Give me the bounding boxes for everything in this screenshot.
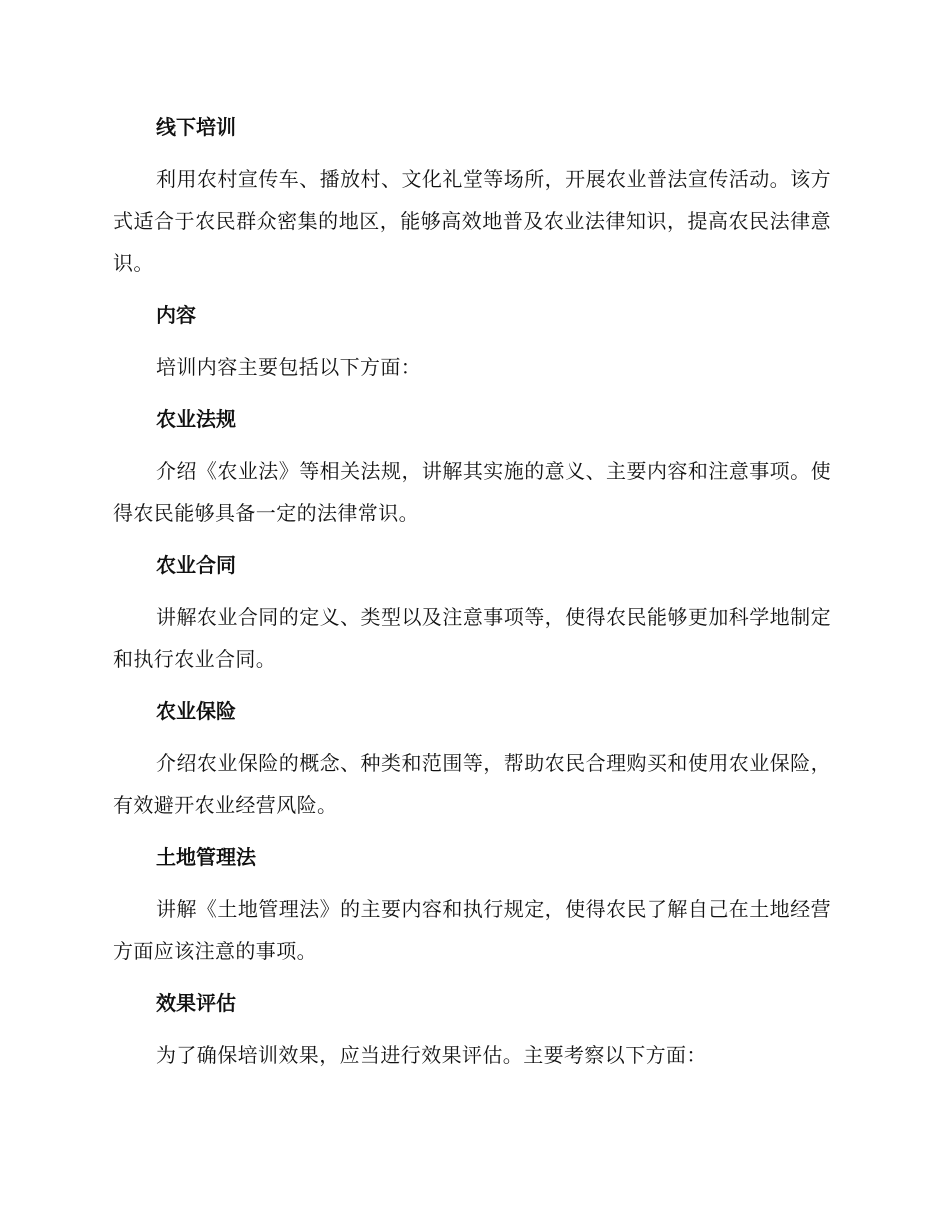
section-heading-agricultural-insurance: 农业保险 xyxy=(156,699,236,723)
section-paragraph-offline-training: 利用农村宣传车、播放村、文化礼堂等场所，开展农业普法宣传活动。该方式适合于农民群众密集的地区，能够高效地普及农业法律知识，提高农民法律意识。 xyxy=(113,167,831,275)
section-paragraph-content: 培训内容主要包括以下方面： xyxy=(156,355,422,379)
section-heading-content: 内容 xyxy=(156,303,196,327)
section-heading-land-management-law: 土地管理法 xyxy=(156,845,256,869)
section-heading-offline-training: 线下培训 xyxy=(156,115,236,139)
section-heading-agricultural-law: 农业法规 xyxy=(156,407,236,431)
section-heading-effect-evaluation: 效果评估 xyxy=(156,991,236,1015)
section-paragraph-agricultural-contract: 讲解农业合同的定义、类型以及注意事项等，使得农民能够更加科学地制定和执行农业合同。 xyxy=(113,605,831,671)
section-paragraph-effect-evaluation: 为了确保培训效果，应当进行效果评估。主要考察以下方面： xyxy=(156,1043,707,1067)
section-heading-agricultural-contract: 农业合同 xyxy=(156,553,236,577)
document-page xyxy=(113,108,831,1088)
section-paragraph-agricultural-insurance: 介绍农业保险的概念、种类和范围等，帮助农民合理购买和使用农业保险，有效避开农业经营风险。 xyxy=(113,751,831,817)
section-paragraph-agricultural-law: 介绍《农业法》等相关法规，讲解其实施的意义、主要内容和注意事项。使得农民能够具备一定的法律常识。 xyxy=(113,459,831,525)
section-paragraph-land-management-law: 讲解《土地管理法》的主要内容和执行规定，使得农民了解自己在土地经营方面应该注意的事项。 xyxy=(113,897,831,963)
